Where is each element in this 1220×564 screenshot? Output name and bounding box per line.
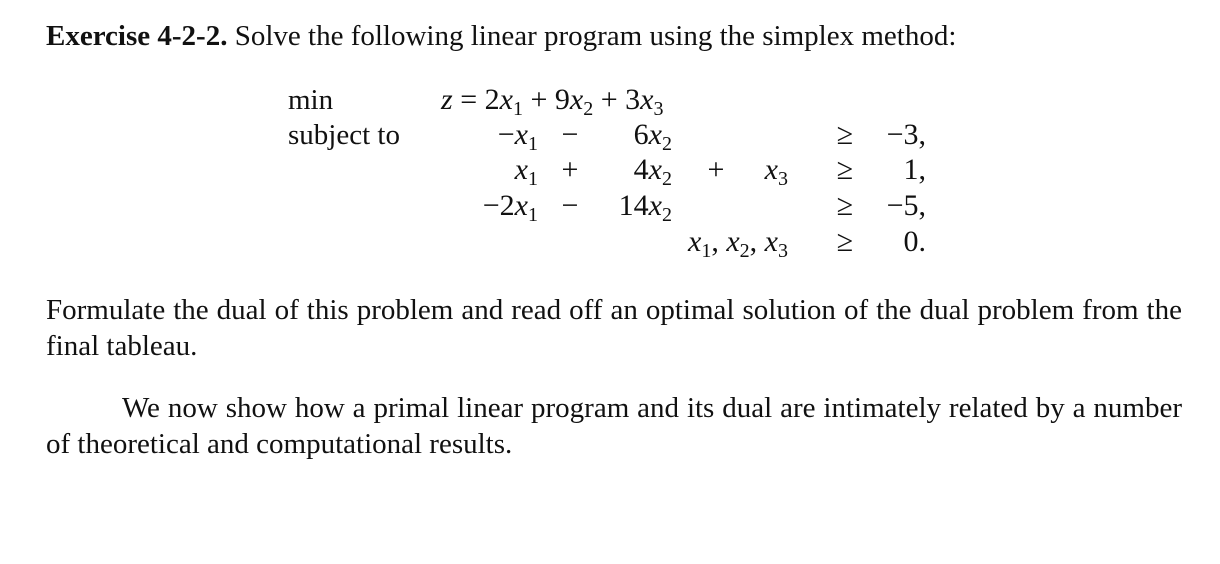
constraint-term-x2: $6x_2$ bbox=[633, 118, 672, 155]
constraint-op-1: − bbox=[561, 189, 579, 222]
paragraph-relations: We now show how a primal linear program and its dual are intimately related by a number of theoretical and computational results. bbox=[46, 392, 1182, 460]
constraint-op-1: − bbox=[561, 118, 579, 151]
constraint-rhs: −3, bbox=[886, 118, 926, 151]
objective-plus-1: + bbox=[530, 83, 548, 116]
constraint-relation: ≥ bbox=[836, 118, 854, 151]
nonnegativity-relation: ≥ bbox=[836, 225, 854, 258]
exercise-heading bbox=[46, 18, 956, 54]
objective-c2: 9 bbox=[554, 83, 570, 116]
nonnegativity-vars: $x_1$, $x_2$, $x_3$ bbox=[688, 225, 788, 262]
exercise-label: Exercise 4-2-2. bbox=[46, 20, 228, 52]
exercise-intro: Solve the following linear program using the simplex method: bbox=[234, 20, 957, 52]
objective-function: $z = 2x_1 + 9x_2 + 3x_3$ bbox=[441, 83, 664, 120]
constraint-term-x1: $-x_1$ bbox=[497, 118, 538, 155]
constraint-relation: ≥ bbox=[836, 189, 854, 222]
objective-c1: 2 bbox=[484, 83, 500, 116]
constraint-op-2: + bbox=[707, 153, 725, 186]
objective-eq: = bbox=[460, 83, 478, 116]
objective-c3: 3 bbox=[625, 83, 641, 116]
constraint-term-x1: $-2x_1$ bbox=[482, 189, 538, 226]
constraint-term-x2: $14x_2$ bbox=[618, 189, 672, 226]
constraint-op-1: + bbox=[561, 153, 579, 186]
paragraph-dual: Formulate the dual of this problem and read off an optimal solution of the dual problem from the final tableau. bbox=[46, 294, 1182, 362]
objective-plus-2: + bbox=[600, 83, 618, 116]
constraint-rhs: 1, bbox=[903, 153, 926, 186]
min-keyword: min bbox=[288, 84, 334, 116]
constraint-rhs: −5, bbox=[886, 189, 926, 222]
subject-to-label: subject to bbox=[288, 119, 400, 151]
nonnegativity-rhs: 0. bbox=[903, 225, 926, 258]
constraint-term-x1: $x_1$ bbox=[514, 153, 538, 190]
constraint-term-x3: $x_3$ bbox=[764, 153, 788, 190]
objective-z: z bbox=[441, 83, 453, 116]
constraint-relation: ≥ bbox=[836, 153, 854, 186]
constraint-term-x2: $4x_2$ bbox=[633, 153, 672, 190]
